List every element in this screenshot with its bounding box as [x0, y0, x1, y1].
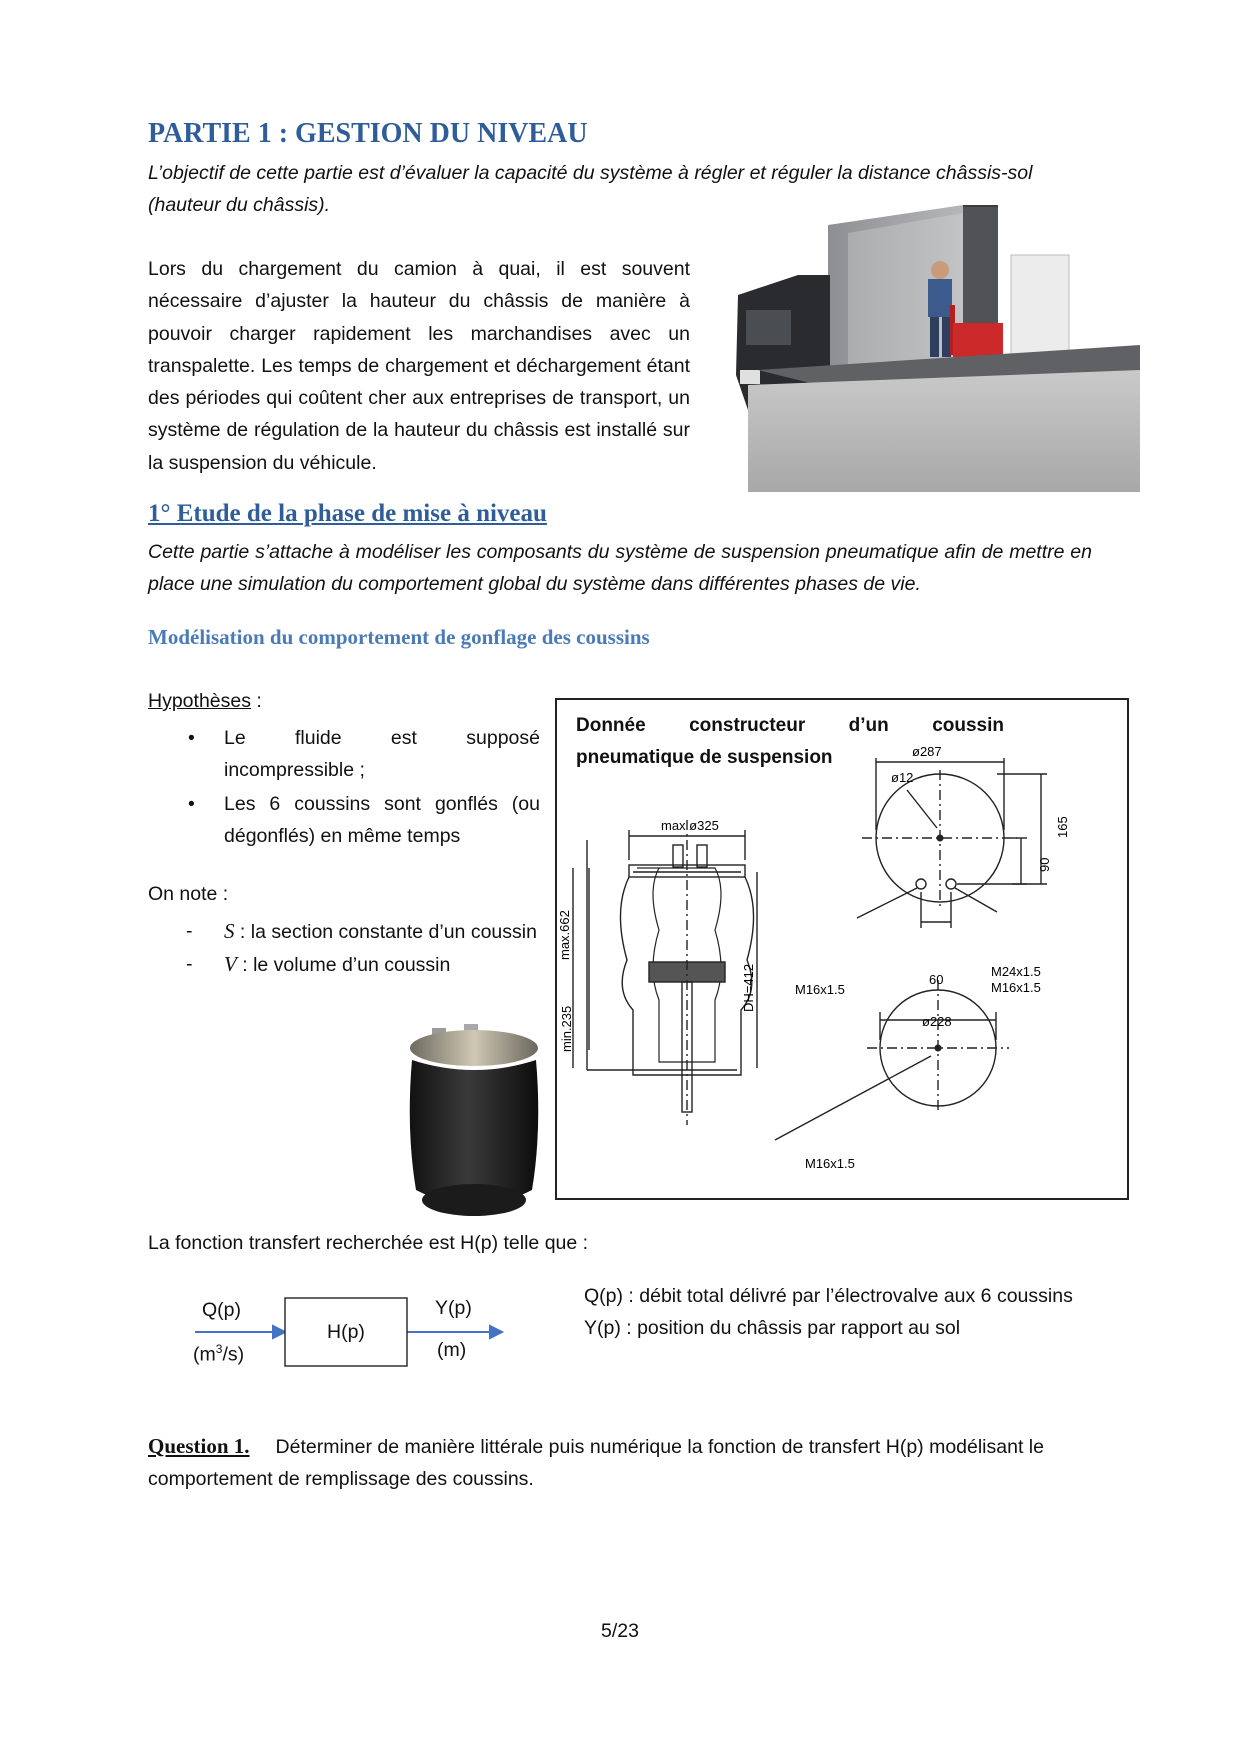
output-unit: (m) — [437, 1339, 467, 1361]
dim-d228: ø228 — [922, 1014, 952, 1029]
hypotheses-list — [180, 722, 540, 854]
dim-max662: max.662 — [557, 910, 572, 960]
hypotheses-title: Hypothèses — [148, 690, 251, 712]
dim-d12: ø12 — [891, 770, 914, 785]
question-text: Déterminer de manière littérale puis numérique la fonction de transfert H(p) modélisant le comportement de remplissage des coussins. — [148, 1436, 1044, 1490]
note-text: : le volume d’un coussin — [242, 954, 451, 976]
dim-m16c: M16x1.5 — [805, 1156, 855, 1171]
intro-text: L’objectif de cette partie est d’évaluer la capacité du système à régler et réguler la distance châssis-sol (hauteur du châssis). — [148, 162, 1033, 216]
air-spring-photo — [404, 1020, 544, 1225]
transfer-function-intro: La fonction transfert recherchée est H(p) telle que : — [148, 1232, 589, 1254]
dim-d90: 90 — [1037, 857, 1052, 872]
loading-paragraph: Lors du chargement du camion à quai, il est souvent nécessaire d’ajuster la hauteur du châssis de manière à pouvoir charger rapidement les marchandises avec un transpalette. Les temps de chargement et déchargement étant des périodes qui coûtent cher aux entreprises de transport, un système de régulation de la hauteur du châssis est installé sur la suspension du véhicule. — [148, 258, 690, 474]
diagram-title: Donnée constructeur d’un coussin pneumatique de suspension — [576, 715, 1004, 768]
transfer-box-label: H(p) — [327, 1321, 365, 1343]
section-title: 1° Etude de la phase de mise à niveau — [148, 500, 547, 527]
definition-y: Y(p) : position du châssis par rapport au sol — [584, 1317, 961, 1339]
note-text: : la section constante d’un coussin — [239, 921, 537, 943]
truck-photo — [728, 205, 1140, 492]
notes-list — [180, 915, 540, 981]
subsection-title: Modélisation du comportement de gonflage des coussins — [148, 625, 650, 649]
question-label: Question 1. — [148, 1434, 250, 1458]
output-signal: Y(p) — [435, 1297, 472, 1319]
notes-heading: On note : — [148, 883, 229, 905]
signal-definitions — [584, 1280, 1073, 1344]
list-item: • Le fluide est supposé incompressible ; — [188, 727, 540, 781]
definition-q: Q(p) : débit total délivré par l’électrovalve aux 6 coussins — [584, 1285, 1073, 1307]
dim-m16a: M16x1.5 — [795, 982, 845, 997]
dim-d60: 60 — [929, 972, 944, 987]
section-intro: Cette partie s’attache à modéliser les composants du système de suspension pneumatique afin de mettre en place une simulation du comportement global du système dans différentes phases de vie. — [148, 541, 1092, 595]
input-signal: Q(p) — [202, 1299, 241, 1321]
list-item: • Les 6 coussins sont gonflés (ou dégonflés) en même temps — [188, 793, 540, 847]
hypotheses-heading — [148, 690, 262, 713]
dim-d165: 165 — [1055, 816, 1070, 838]
dim-d287: ø287 — [912, 744, 942, 759]
dim-max325: max ø325 — [661, 818, 719, 833]
hypotheses-colon: : — [250, 690, 262, 712]
input-unit: $(m^3/s)$ — [193, 1342, 245, 1366]
dim-m24: M24x1.5 — [991, 964, 1041, 979]
hypothesis-text: Le fluide est supposé incompressible ; — [224, 727, 540, 781]
question-1 — [148, 1430, 1098, 1495]
dim-min235: min.235 — [559, 1005, 574, 1052]
hypothesis-text: Les 6 coussins sont gonflés (ou dégonflés) en même temps — [224, 793, 540, 847]
block-diagram — [145, 1285, 525, 1380]
page-heading: PARTIE 1 : GESTION DU NIVEAU — [148, 118, 588, 149]
dim-m16b: M16x1.5 — [991, 980, 1041, 995]
symbol-v: V — [224, 952, 237, 976]
dim-dh412: DH=412 — [741, 963, 756, 1012]
list-item: - S : la section constante d’un coussin — [186, 919, 537, 943]
list-item: - V : le volume d’un coussin — [186, 952, 451, 976]
page-number: 5/23 — [601, 1620, 639, 1642]
symbol-s: S — [224, 919, 235, 943]
air-spring-drawing — [557, 700, 1127, 1198]
